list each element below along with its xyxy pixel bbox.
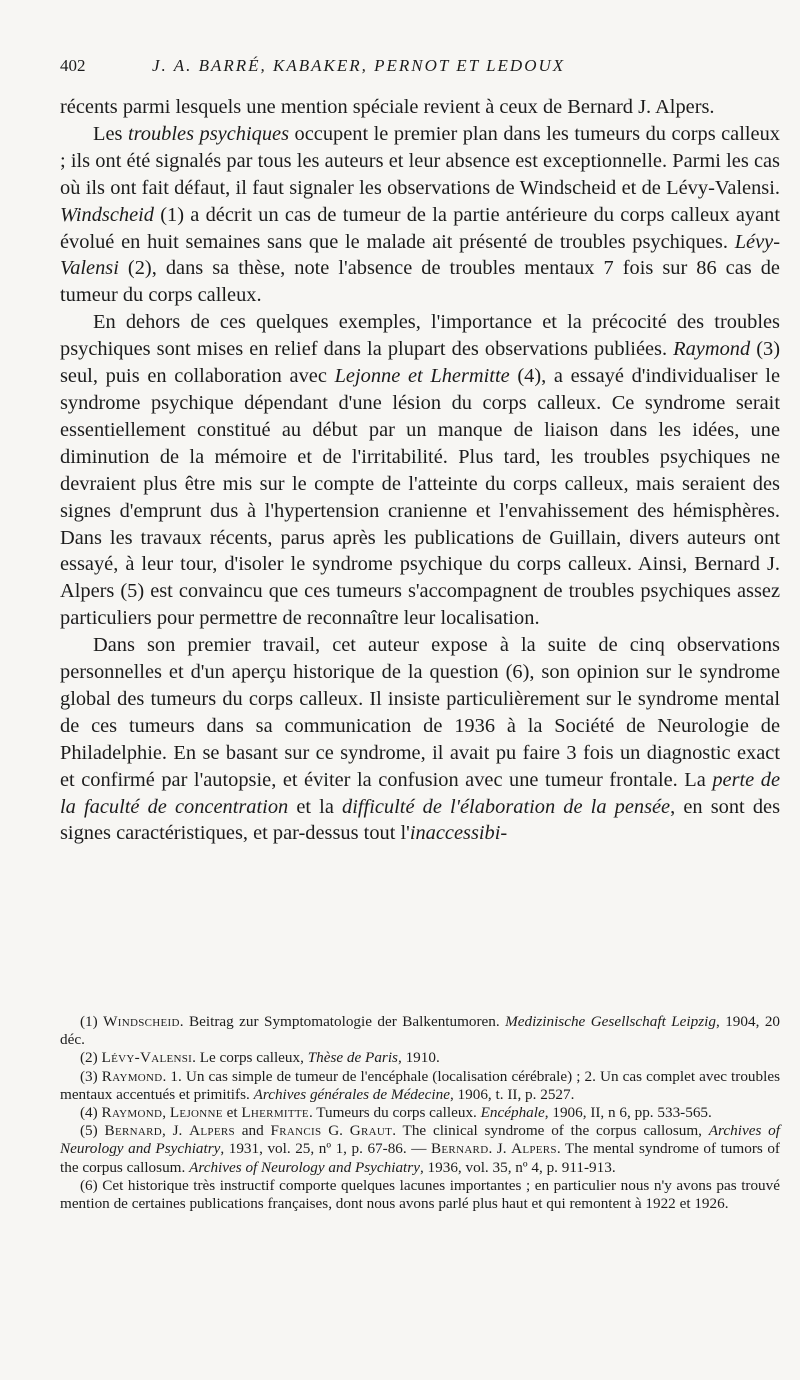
emphasis: Lejonne et Lhermitte [334, 365, 510, 388]
paragraph-raymond: En dehors de ces quelques exemples, l'importance et la précocité des troubles psychiques sont mises en relief dans la plupart des observations publiées. Raymond (3) seul, puis en collaboration avec Lejonne et Lhermitte (4), a essayé d'individualiser le syndrome psychique dépendant d'une lésion du corps calleux. Ce syndrome serait essentiellement constitué au début par un manque de liaison dans les idées, une diminution de la mémoire et de l'irritabilité. Plus tard, les troubles psychiques ne devraient plus être mis sur le compte de l'atteinte du corps calleux, mais seraient des signes d'emprunt dus à l'hypertension cranienne et l'envahissement des hémisphères. Dans les travaux récents, parus après les publications de Guillain, divers auteurs ont essayé, à leur tour, d'isoler le syndrome psychique du corps calleux. Ainsi, Bernard J. Alpers (5) est convaincu que ces tumeurs s'accompagnent de troubles psychiques assez particuliers pour permettre de reconnaître leur localisation. [60, 311, 781, 630]
footnote-1: (1) Windscheid. Beitrag zur Symptomatologie der Balkentumoren. Medizinische Gesellschaft Leipzig, 1904, 20 déc. [60, 1013, 781, 1049]
footnote-6: (6) Cet historique très instructif comporte quelques lacunes importantes ; en particulier nous n'y avons pas trouvé mention de certaines publications françaises, dont nous avons parlé plus haut et qui remontent à 1922 et 1926. [60, 1176, 780, 1213]
footnote-2: (2) Lévy-Valensi. Le corps calleux, Thèse de Paris, 1910. [80, 1049, 440, 1067]
emphasis: inaccessibi- [409, 822, 508, 845]
body-text [60, 94, 780, 847]
header-authors: J. A. BARRÉ, KABAKER, PERNOT ET LEDOUX [152, 56, 566, 75]
paragraph-continued: récents parmi lesquels une mention spéciale revient à ceux de Bernard J. Alpers. [60, 96, 715, 118]
footnote-5: (5) Bernard, J. Alpers and Francis G. Graut. The clinical syndrome of the corpus callosum, Archives of Neurology and Psychiatry, 1931, vol. 25, nº 1, p. 67-86. — Bernard. J. Alpers. The mental syndrome of tumors of the corpus callosum. Archives of Neurology and Psychiatry, 1936, vol. 35, nº 4, p. 911-913. [60, 1122, 780, 1176]
emphasis: Windscheid [60, 203, 155, 226]
paragraph-alpers: Dans son premier travail, cet auteur expose à la suite de cinq observations personnelles et d'un aperçu historique de la question (6), son opinion sur le syndrome global des tumeurs du corps calleux. Il insiste particulièrement sur le syndrome mental de ces tumeurs dans sa communication de 1936 à la Société de Neurologie de Philadelphie. En se basant sur ce syndrome, il avait pu faire 3 fois un diagnostic exact et confirmé par l'autopsie, et éviter la confusion avec une tumeur frontale. La perte de la faculté de concentration et la difficulté de l'élaboration de la pensée, en sont des signes caractéristiques, et par-dessus tout l'inaccessibi- [60, 634, 781, 845]
footnote-4: (4) Raymond, Lejonne et Lhermitte. Tumeurs du corps calleux. Encéphale, 1906, II, n 6, pp. 533-565. [80, 1104, 712, 1122]
emphasis: Raymond [673, 338, 751, 361]
footnote-3: (3) Raymond. 1. Un cas simple de tumeur de l'encéphale (localisation cérébrale) ; 2. Un cas complet avec troubles mentaux accentués et primitifs. Archives générales de Médecine, 1906, t. II, p. 2527. [60, 1067, 780, 1103]
emphasis: difficulté de l'élaboration de la pensée [342, 795, 671, 818]
page-number: 402 [60, 56, 86, 75]
running-head [60, 56, 760, 82]
emphasis: perte de la faculté de concentration [60, 768, 780, 818]
emphasis: troubles psychiques [127, 122, 290, 145]
paragraph-troubles-psychiques: Les troubles psychiques occupent le premier plan dans les tumeurs du corps calleux ; ils ont été signalés par tous les auteurs et leur absence est exceptionnelle. Parmi les cas où ils ont fait défaut, il faut signaler les observations de Windscheid et de Lévy-Valensi. Windscheid (1) a décrit un cas de tumeur de la partie antérieure du corps calleux ayant évolué en huit semaines sans que le malade ait présenté de troubles psychiques. Lévy-Valensi (2), dans sa thèse, note l'absence de troubles mentaux 7 fois sur 86 cas de tumeur du corps calleux. [60, 122, 780, 307]
emphasis: Lévy-Valensi [60, 230, 780, 280]
footnotes [60, 1013, 780, 1213]
